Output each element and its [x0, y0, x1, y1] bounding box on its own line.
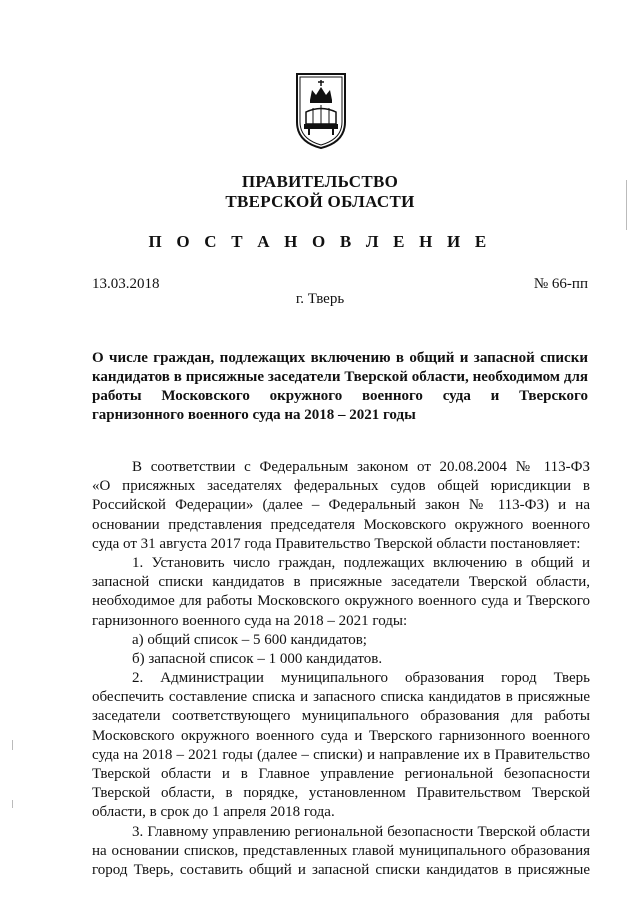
body-line: 3. Главному управлению региональной безопасности Тверской области [132, 823, 590, 840]
body-line: В соответствии с Федеральным законом от 20.08.2004 № 113-ФЗ [132, 459, 590, 475]
body-line: «О присяжных заседателях федеральных судов общей юрисдикции в [92, 478, 590, 495]
body-line: заседатели соответствующего муниципального образования для работы [92, 708, 590, 725]
body-line: гарнизонного военного суда на 2018 – 2021 годы: [92, 612, 408, 629]
subject-line: О числе граждан, подлежащих включению в общий и запасной списки [92, 350, 588, 366]
body-line: основании представления председателя Московского окружного военного [92, 516, 590, 533]
body-line: б) запасной список – 1 000 кандидатов. [132, 650, 383, 667]
body-line: суда от 31 августа 2017 года Правительство Тверской области постановляет: [92, 535, 581, 552]
body-line: 1. Установить число граждан, подлежащих включению в общий и [132, 554, 590, 571]
document-city: г. Тверь [295, 291, 345, 307]
document-body [92, 458, 590, 880]
document-type: П О С Т А Н О В Л Е Н И Е [148, 232, 492, 251]
subject-line: гарнизонного военного суда на 2018 – 2021 годы [92, 407, 416, 423]
tver-coat-of-arms-icon [295, 72, 347, 150]
document-subject [92, 349, 588, 425]
body-line: город Тверь, составить общий и запасной списки кандидатов в присяжные [92, 861, 590, 878]
body-line: области, в срок до 1 апреля 2018 года. [92, 804, 335, 821]
government-title-line-2: ТВЕРСКОЙ ОБЛАСТИ [225, 192, 415, 211]
document-number: № 66-пп [533, 276, 588, 292]
government-title-line-1: ПРАВИТЕЛЬСТВО [241, 172, 399, 191]
body-line: на основании списков, представленных главой муниципального образования [92, 842, 590, 859]
subject-line: работы Московского окружного военного суда и Тверского [92, 388, 588, 404]
subject-line: кандидатов в присяжные заседатели Тверской области, необходимом для [92, 369, 588, 385]
body-line: Тверской области, в порядке, установленном Правительством Тверской [92, 785, 590, 802]
body-line: 2. Администрации муниципального образования город Тверь [132, 670, 590, 687]
body-line: необходимое для работы Московского окружного военного суда и Тверского [92, 593, 590, 610]
scan-edge-mark [626, 180, 627, 230]
body-line: Российской Федерации» (далее – Федеральный закон № 113-ФЗ) и на [92, 497, 590, 514]
body-line: Московского окружного военного суда и Тверского гарнизонного военного [92, 727, 590, 744]
body-line: обеспечить составление списка и запасного списка кандидатов в присяжные [92, 689, 590, 706]
body-line: Тверской области и в Главное управление региональной безопасности [92, 766, 590, 782]
scan-edge-mark [12, 740, 13, 750]
document-date: 13.03.2018 [92, 276, 160, 292]
scan-edge-mark [12, 800, 13, 808]
body-line: суда на 2018 – 2021 годы (далее – списки) и направление их в Правительство [92, 746, 590, 763]
body-line: запасной списки кандидатов в присяжные заседатели Тверской области, [92, 574, 590, 591]
body-line: а) общий список – 5 600 кандидатов; [132, 631, 367, 648]
